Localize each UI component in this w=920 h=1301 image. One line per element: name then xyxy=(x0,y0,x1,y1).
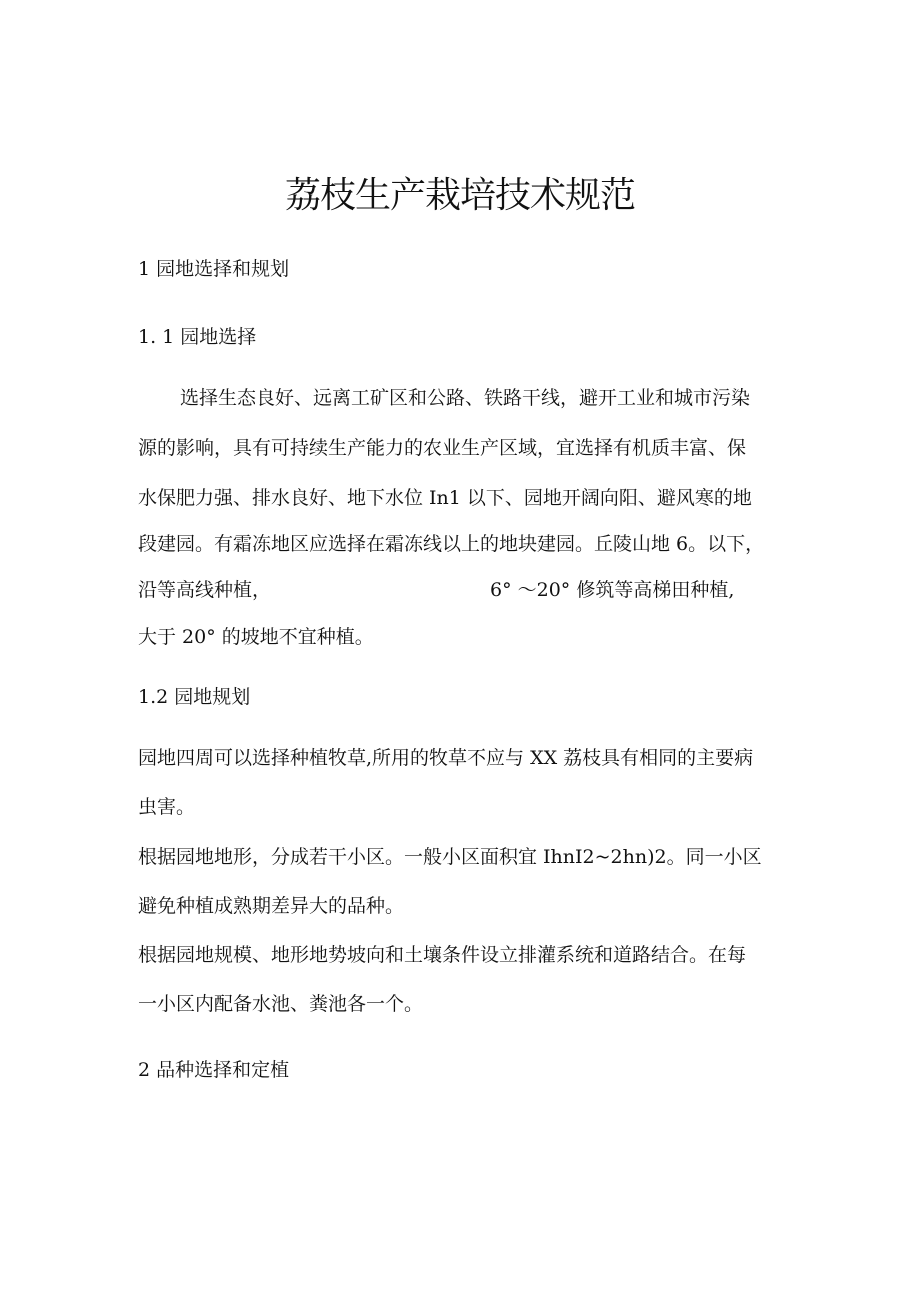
document-title: 荔枝生产栽培技术规范 xyxy=(284,175,635,216)
paragraph-line: 沿等高线种植， xyxy=(138,579,272,601)
paragraph-line: 根据园地地形，分成若干小区。一般小区面积宜 IhnI2~2hn)2。同一小区 xyxy=(138,846,762,868)
paragraph-line: 水保肥力强、排水良好、地下水位 In1 以下、园地开阔向阳、避风寒的地 xyxy=(138,487,752,509)
paragraph-line: 源的影响，具有可持续生产能力的农业生产区域，宜选择有机质丰富、保 xyxy=(138,437,747,459)
section-1-heading: 1 园地选择和规划 xyxy=(138,258,290,280)
paragraph-line: 大于 20° 的坡地不宜种植。 xyxy=(138,626,374,648)
paragraph-line: 选择生态良好、远离工矿区和公路、铁路干线，避开工业和城市污染 xyxy=(180,387,751,409)
section-1-2-heading: 1.2 园地规划 xyxy=(138,686,251,708)
paragraph-line: 虫害。 xyxy=(138,796,196,818)
section-2-heading: 2 品种选择和定植 xyxy=(138,1059,290,1081)
paragraph-line: 避免种植成熟期差异大的品种。 xyxy=(138,895,405,917)
paragraph-line-fragment: 6° ～20° 修筑等高梯田种植, xyxy=(490,579,735,601)
paragraph-line: 根据园地规模、地形地势坡向和土壤条件设立排灌系统和道路结合。在每 xyxy=(138,944,747,966)
paragraph-line: 一小区内配备水池、粪池各一个。 xyxy=(138,993,424,1015)
section-1-1-heading: 1. 1 园地选择 xyxy=(138,326,257,348)
paragraph-line: 段建园。有霜冻地区应选择在霜冻线以上的地块建园。丘陵山地 6。以下， xyxy=(138,533,765,555)
paragraph-line: 园地四周可以选择种植牧草,所用的牧草不应与 XX 荔枝具有相同的主要病 xyxy=(138,747,754,769)
